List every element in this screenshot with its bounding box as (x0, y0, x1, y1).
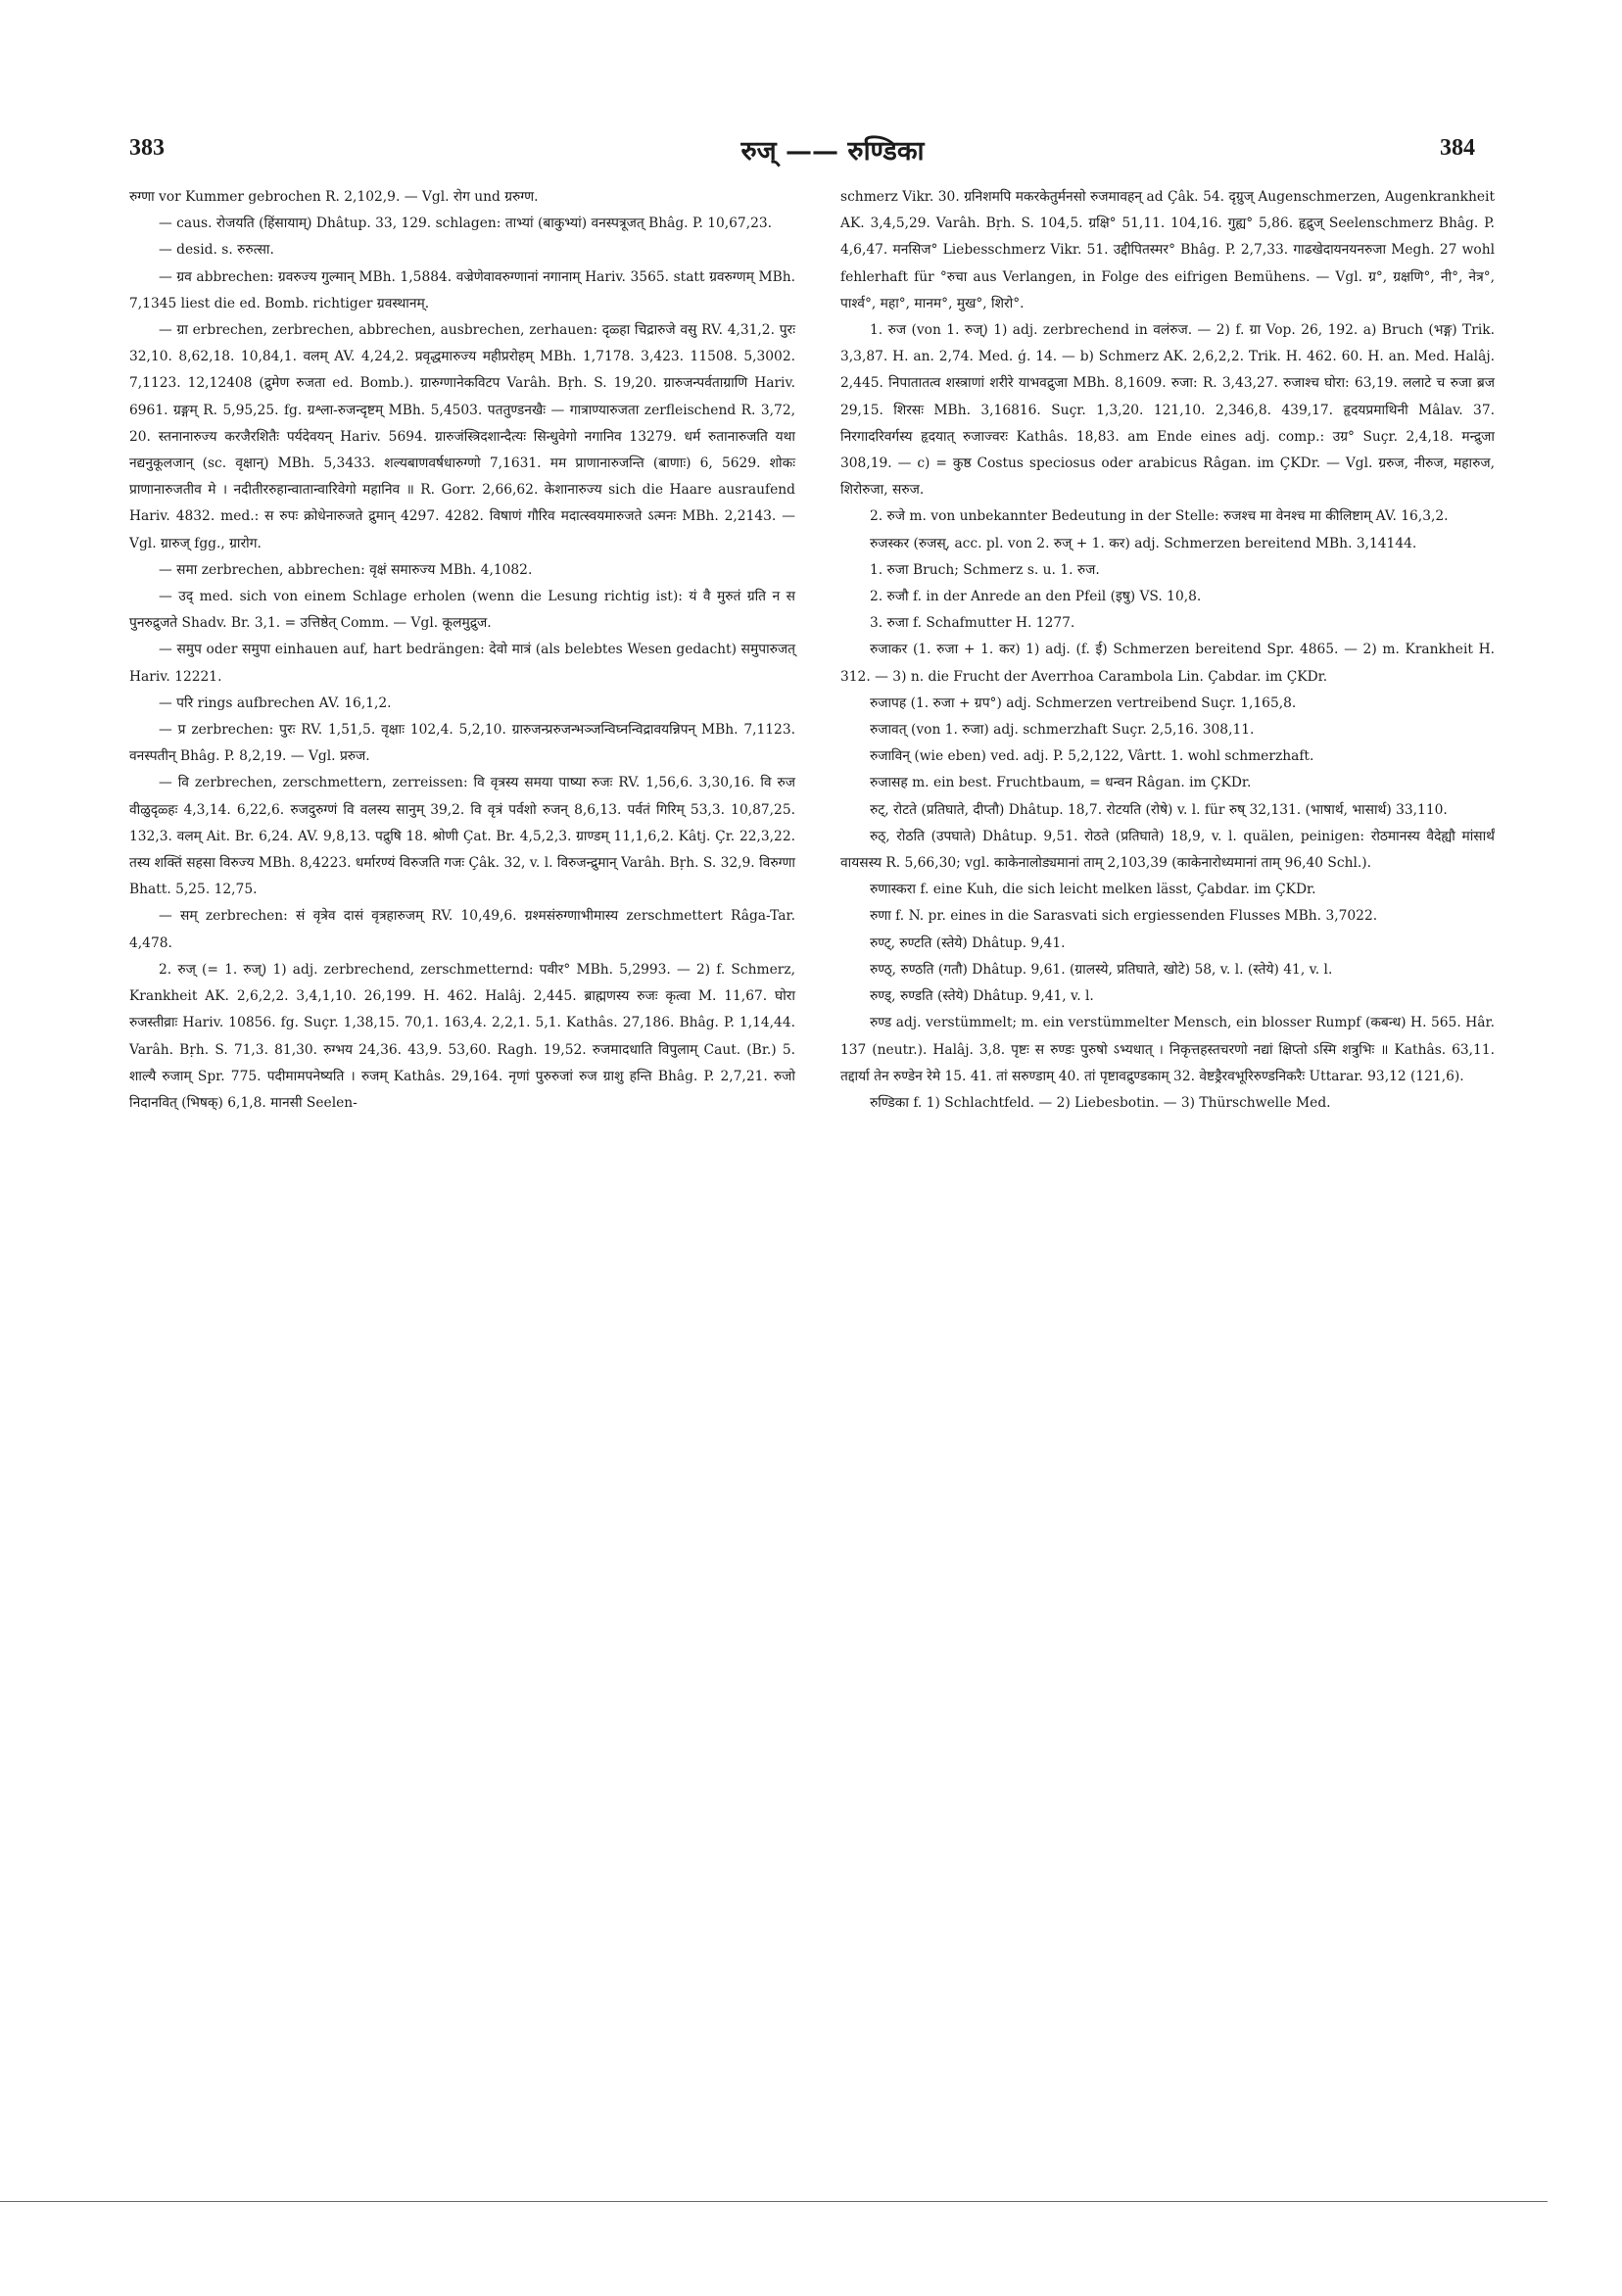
entry-paragraph: रुण्ड adj. verstümmelt; m. ein verstümmelter Mensch, ein blosser Rumpf (कबन्ध) H. 565. Hâr. 137 (neutr.). Halâj. 3,8. पृष्टः स रुण्डः पुरुषो ऽभ्यधात् । निकृत्तहस्तचरणो नद्यां क्षिप्तो ऽस्मि शत्रुभिः ॥ Kathâs. 63,11. तद्दार्या तेन रुण्डेन रेमे 15. 41. तां सरुण्डाम् 40. तां पृष्टावद्रुण्डकाम् 32. वेष्टड्रैरवभूरिरुण्डनिकरैः Uttarar. 93,12 (121,6). (840, 1015, 1495, 1084)
entry-paragraph: — सम् zerbrechen: सं वृत्रेव दासं वृत्रहारुजम् RV. 10,49,6. ग्रश्मसंरुग्णाभीमास्य zerschmettert Râga-Tar. 4,478. (129, 908, 795, 951)
entry-paragraph: 3. रुजा f. Schafmutter H. 1277. (870, 615, 1075, 632)
entry-paragraph: रुजस्कर (रुजस्, acc. pl. von 2. रुज् + 1. कर) adj. Schmerzen bereitend MBh. 3,14144. (870, 535, 1417, 551)
page-header (0, 135, 1622, 170)
entry-paragraph: — प्र zerbrechen: पुरः RV. 1,51,5. वृक्षाः 102,4. 5,2,10. ग्रारुजन्प्ररुजन्भञ्जन्विघ्नन्विद्रावयन्निपन् MBh. 7,1123. वनस्पतीन् Bhâg. P. 8,2,19. — Vgl. प्ररुज. (129, 722, 795, 765)
entry-paragraph: रुजासह m. ein best. Fruchtbaum, = धन्वन Râgan. im ÇKDr. (870, 775, 1252, 791)
entry-paragraph: — समा zerbrechen, abbrechen: वृक्षं समारुज्य MBh. 4,1082. (159, 561, 533, 578)
entry-paragraph: रुण्ठ्, रुण्ठति (गतौ) Dhâtup. 9,61. (ग्रालस्ये, प्रतिघाते, खोटे) 58, v. l. (स्तेये) 41, v. l. (870, 961, 1333, 978)
entry-paragraph: — ग्रा erbrechen, zerbrechen, abbrechen, ausbrechen, zerhauen: दृळ्हा चिद्रारुजे वसु RV. 4,31,2. पुरः 32,10. 8,62,18. 10,84,1. वलम् AV. 4,24,2. प्रवृद्धमारुज्य महीप्ररोहम् MBh. 1,7178. 3,423. 11508. 5,3002. 7,1123. 12,12408 (द्रुमेण रुजता ed. Bomb.). ग्रारुग्णानेकविटप Varâh. Bṛh. S. 19,20. ग्रारुजन्पर्वताग्राणि Hariv. 6961. ग्रङ्गम् R. 5,95,25. fg. ग्रश्ला-रुजन्दृष्टम् MBh. 5,4503. पततुण्डनखैः — गात्राण्यारुजता zerfleischend R. 3,72, 20. स्तनानारुज्य करजैरशितैः पर्यदेवयन् Hariv. 5694. ग्रारुजंस्त्रिदशान्दैत्यः सिन्धुवेगो नगानिव 13279. धर्म रुतानारुजति यथा नद्यनुकूलजान् (sc. वृक्षान्) MBh. 5,3433. शल्यबाणवर्षधारुग्णो 7,1631. मम प्राणानारुजन्ति (बाणाः) 6, 5629. शोकः प्राणानारुजतीव मे । नदीतीररुहान्वातान्वारिवेगो महानिव ॥ R. Gorr. 2,66,62. केशानारुज्य sich die Haare ausraufend Hariv. 4832. med.: स रुपः क्रोधेनारुजते द्रुमान् 4297. 4282. विषाणं गौरिव मदात्स्वयमारुजते ऽत्मनः MBh. 2,2143. — Vgl. ग्रारुज् fgg., ग्रारोग. (129, 322, 795, 551)
page-number-right: 384 (1440, 135, 1475, 161)
entry-paragraph: रुणा f. N. pr. eines in die Sarasvati sich ergiessenden Flusses MBh. 3,7022. (870, 908, 1378, 925)
entry-paragraph: 2. रुज् (= 1. रुज्) 1) adj. zerbrechend, zerschmetternd: पवीर° MBh. 5,2993. — 2) f. Schmerz, Krankheit AK. 2,6,2,2. 3,4,1,10. 26,199. H. 462. Halâj. 2,445. ब्राह्मणस्य रुजः कृत्वा M. 11,67. घोरा रुजस्तीव्राः Hariv. 10856. fg. Suçr. 1,38,15. 70,1. 163,4. 2,2,1. 5,1. Kathâs. 27,186. Bhâg. P. 1,14,44. Varâh. Bṛh. S. 71,3. 81,30. रुग्भय 24,36. 43,9. 53,60. Ragh. 19,52. रुजमादधाति विपुलाम् Caut. (Br.) 5. शाल्यै रुजाम् Spr. 775. पदीमामपनेष्यति । रुजम् Kathâs. 29,164. नृणां पुरुरुजां रुज ग्राशु हन्ति Bhâg. P. 2,7,21. रुजो निदानवित् (भिषक्) 6,1,8. मानसी Seelen- (129, 961, 795, 1111)
entry-paragraph: — वि zerbrechen, zerschmettern, zerreissen: वि वृत्रस्य समया पाष्या रुजः RV. 1,56,6. 3,30,16. वि रुज वीळुदृळ्हः 4,3,14. 6,22,6. रुजदुरुग्णं वि वलस्य सानुम् 39,2. वि वृत्रं पर्वशो रुजन् 8,6,13. पर्वतं गिरिम् 53,3. 10,87,25. 132,3. वलम् Ait. Br. 6,24. AV. 9,8,13. पद्रुषि 18. श्रोणी Çat. Br. 4,5,2,3. ग्राण्डम् 11,1,6,2. Kâtj. Çr. 22,3,22. तस्य शक्तिं सहसा विरुज्य MBh. 8,4223. धर्मारण्यं विरुजति गजः Çâk. 32, v. l. विरुजन्द्रुमान् Varâh. Bṛh. S. 32,9. विरुग्णा Bhatt. 5,25. 12,75. (129, 775, 796, 898)
entry-paragraph: — desid. s. रुरुत्सा. (159, 242, 274, 259)
entry-paragraph: — उद् med. sich von einem Schlage erholen (wenn die Lesung richtig ist): यं वै मुरुतं ग्रति न स पुनरुद्रुजते Shadv. Br. 3,1. = उत्तिष्ठेत् Comm. — Vgl. कूलमुद्रुज. (129, 589, 795, 632)
page-number-left: 383 (129, 135, 165, 161)
entry-paragraph: रुट्, रोटते (प्रतिघाते, दीप्तौ) Dhâtup. 18,7. रोटयति (रोषे) v. l. für रुष् 32,131. (भाषार्थ, भासार्थ) 33,110. (870, 801, 1448, 818)
right-column (840, 184, 1495, 1117)
entry-paragraph: — caus. रोजयति (हिंसायाम्) Dhâtup. 33, 129. schlagen: ताभ्यां (बाकुभ्यां) वनस्पत्रूजत् Bhâg. P. 10,67,23. (159, 215, 773, 232)
entry-paragraph: रुजाविन् (wie eben) ved. adj. P. 5,2,122, Vârtt. 1. wohl schmerzhaft. (870, 748, 1314, 765)
entry-paragraph: रुण्ड्, रुण्डति (स्तेये) Dhâtup. 9,41, v. l. (870, 988, 1094, 1005)
left-column (129, 184, 795, 1117)
entry-paragraph: 1. रुज (von 1. रुज्) 1) adj. zerbrechend in वलंरुज. — 2) f. ग्रा Vop. 26, 192. a) Bruch (भङ्ग) Trik. 3,3,87. H. an. 2,74. Med. ǵ. 14. — b) Schmerz AK. 2,6,2,2. Trik. H. 462. 60. H. an. Med. Halâj. 2,445. निपातातत्व शस्त्राणां शरीरे याभवद्रुजा MBh. 8,1609. रुजा: R. 3,43,27. रुजाश्च घोरा: 63,19. ललाटे च रुजा ब्रज 29,15. शिरसः MBh. 3,16816. Suçr. 1,3,20. 121,10. 2,346,8. 439,17. हृदयप्रमाथिनी Mâlav. 37. निरगादरिवर्गस्य हृदयात् रुजाज्वरः Kathâs. 18,83. am Ende eines adj. comp.: उग्र° Suçr. 2,4,18. मन्द्रुजा 308,19. — c) = कुष्ठ Costus speciosus oder arabicus Râgan. im ÇKDr. — Vgl. ग्ररुज, नीरुज, महारुज, शिरोरुजा, सरुज. (840, 322, 1495, 499)
entry-paragraph: schmerz Vikr. 30. ग्रनिशमपि मकरकेतुर्मनसो रुजमावहन् ad Çâk. 54. दृग्रुज् Augenschmerzen, Augenkrankheit AK. 3,4,5,29. Varâh. Bṛh. S. 104,5. ग्रक्षि° 51,11. 104,16. गुह्य° 5,86. हृद्रुज् Seelenschmerz Bhâg. P. 4,6,47. मनसिज° Liebesschmerz Vikr. 51. उद्दीपितस्मर° Bhâg. P. 2,7,33. गाढखेदायनयनरुजा Megh. 27 wohl fehlerhaft für °रुचा aus Verlangen, in Folge des eifrigen Bemühens. — Vgl. ग्र°, ग्रक्षणि°, नी°, नेत्र°, पार्श्व°, महा°, मानम°, मुख°, शिरो°. (840, 189, 1495, 311)
entry-paragraph: 1. रुजा Bruch; Schmerz s. u. 1. रुज. (870, 561, 1100, 578)
entry-paragraph: — परि rings aufbrechen AV. 16,1,2. (159, 694, 392, 711)
entry-paragraph: 2. रुजे m. von unbekannter Bedeutung in der Stelle: रुजश्च मा वेनश्च मा कीलिष्टाम् AV. 16,3,2. (870, 508, 1449, 525)
running-head: रुज् —— रुण्डिका (740, 136, 925, 167)
bottom-rule (0, 2201, 1548, 2202)
entry-paragraph: रुण्डिका f. 1) Schlachtfeld. — 2) Liebesbotin. — 3) Thürschwelle Med. (870, 1094, 1331, 1111)
entry-paragraph: रुजाकर (1. रुजा + 1. कर) 1) adj. (f. ई) Schmerzen bereitend Spr. 4865. — 2) m. Krankheit H. 312. — 3) n. die Frucht der Averrhoa Carambola Lin. Çabdar. im ÇKDr. (840, 642, 1495, 685)
entry-paragraph: — ग्रव abbrechen: ग्रवरुज्य गुल्मान् MBh. 1,5884. वज्रेणेवावरुग्णानां नगानाम् Hariv. 3565. statt ग्रवरुग्णम् MBh. 7,1345 liest die ed. Bomb. richtiger ग्रवस्थानम्. (129, 268, 795, 311)
entry-paragraph: 2. रुजौ f. in der Anrede an den Pfeil (इषु) VS. 10,8. (870, 589, 1202, 605)
entry-paragraph: रुग्णा vor Kummer gebrochen R. 2,102,9. — Vgl. रोग und ग्ररुग्ण. (129, 189, 539, 205)
entry-paragraph: रुणास्करा f. eine Kuh, die sich leicht melken lässt, Çabdar. im ÇKDr. (870, 882, 1316, 898)
entry-paragraph: रुजावत् (von 1. रुजा) adj. schmerzhaft Suçr. 2,5,16. 308,11. (870, 722, 1255, 739)
entry-paragraph: रुठ्, रोठति (उपघाते) Dhâtup. 9,51. रोठते (प्रतिघाते) 18,9, v. l. quälen, peinigen: रोठमानस्य वैदेह्यौ मांसार्थं वायसस्य R. 5,66,30; vgl. काकेनालोड्यमानां ताम् 2,103,39 (काकेनारोध्यमानां ताम् 96,40 Schl.). (840, 828, 1495, 872)
entry-paragraph: — समुप oder समुपा einhauen auf, hart bedrängen: देवो मात्रं (als belebtes Wesen gedacht) समुपारुजत् Hariv. 12221. (129, 642, 795, 685)
entry-paragraph: रुण्ट्, रुण्टति (स्तेये) Dhâtup. 9,41. (870, 934, 1066, 951)
entry-paragraph: रुजापह (1. रुजा + ग्रप°) adj. Schmerzen vertreibend Suçr. 1,165,8. (870, 694, 1297, 711)
